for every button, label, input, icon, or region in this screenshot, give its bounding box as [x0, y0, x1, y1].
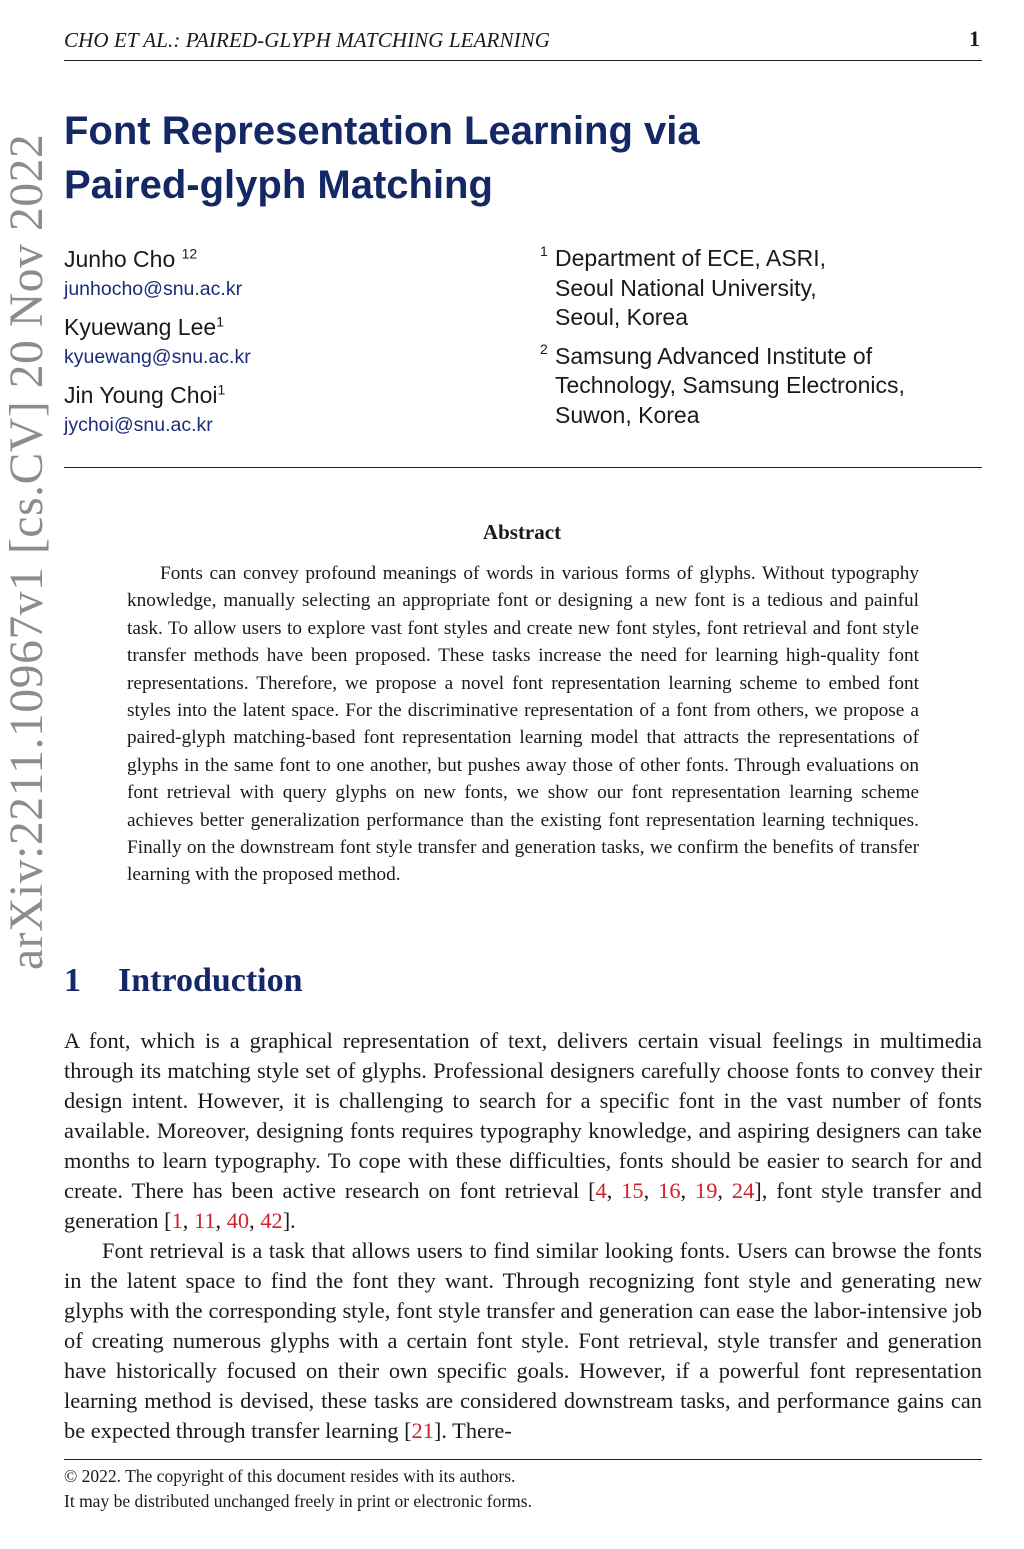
affiliation-line: Suwon, Korea: [555, 401, 700, 428]
footnote-line: © 2022. The copyright of this document resides with its authors.: [64, 1466, 516, 1486]
running-title: CHO ET AL.: PAIRED-GLYPH MATCHING LEARNING: [64, 28, 551, 52]
author-list: [64, 244, 484, 448]
author-email-link[interactable]: jychoi@snu.ac.kr: [64, 414, 213, 436]
affiliation-line: Technology, Samsung Electronics,: [555, 372, 905, 398]
affiliation-line: Seoul National University,: [555, 274, 817, 301]
arxiv-stamp: arXiv:2211.10967v1 [cs.CV] 20 Nov 2022: [1, 133, 53, 970]
citation-link[interactable]: 11: [193, 1208, 216, 1233]
paragraph: Font retrieval is a task that allows users to find similar looking fonts. Users can browse the fonts in the latent space to find the font they want. Through recognizing font style and generating new glyphs with the corresponding style, font style transfer and generation can ease the labor-intensive job of creating numerous glyphs with a certain font style. Font retrieval, style transfer and generation have historically focused on their own specific goals. However, if a powerful font representation learning method is devised, these tasks are considered downstream tasks, and performance gains can be expected through transfer learning [21]. There-: [64, 1238, 982, 1443]
affiliation-list: [540, 244, 980, 439]
section-heading: [64, 962, 303, 1000]
title-line-1: Font Representation Learning via: [64, 109, 700, 153]
citation-link[interactable]: 19: [695, 1178, 718, 1203]
author-name: Kyuewang Lee$^1$: [64, 313, 224, 340]
paper-title: [64, 104, 824, 212]
footnote-line: It may be distributed unchanged freely in print or electronic forms.: [64, 1490, 532, 1511]
citation-link[interactable]: 21: [411, 1418, 434, 1443]
affiliation-number: 2: [540, 340, 548, 357]
page-number: 1: [969, 26, 980, 51]
citation-link[interactable]: 15: [621, 1178, 644, 1203]
citation-link[interactable]: 42: [260, 1208, 283, 1233]
affiliation-line: Department of ECE, ASRI,: [555, 245, 827, 271]
affiliation: [540, 342, 980, 431]
affiliation-number: 1: [540, 243, 548, 259]
footnote-divider: [64, 1459, 982, 1460]
author-email-link[interactable]: kyuewang@snu.ac.kr: [64, 346, 251, 368]
section-title: Introduction: [118, 962, 303, 999]
citation-link[interactable]: 4: [595, 1178, 607, 1203]
author-name: Jin Young Choi$^1$: [64, 381, 226, 408]
citation-link[interactable]: 1: [171, 1208, 183, 1233]
running-header: [64, 26, 982, 61]
title-line-2: Paired-glyph Matching: [64, 163, 493, 207]
citation-link[interactable]: 24: [731, 1178, 755, 1203]
paragraph: A font, which is a graphical representation of text, delivers certain visual feelings in multimedia through its matching style set of glyphs. Professional designers carefully choose fonts to convey their design intent. However, it is challenging to search for a specific font in the vast number of fonts available. Moreover, designing fonts requires typography knowledge, and aspiring designers can take months to learn typography. To cope with these difficulties, fonts should be easier to search for and create. There has been active research on font retrieval [4, 15, 16, 19, 24], font style transfer and generation [1, 11, 40, 42].: [64, 1028, 982, 1233]
section-number: 1: [64, 962, 81, 999]
author-email-link[interactable]: junhocho@snu.ac.kr: [64, 278, 243, 300]
header-divider: [64, 467, 982, 468]
affiliation-line: Seoul, Korea: [555, 304, 688, 330]
copyright-footnote: [64, 1464, 982, 1513]
affiliation: [540, 244, 980, 333]
abstract-heading: Abstract: [482, 520, 562, 544]
affiliation-line: Samsung Advanced Institute of: [555, 342, 873, 369]
abstract-text: Fonts can convey profound meanings of words in various forms of glyphs. Without typography knowledge, manually selecting an appropriate font or designing a new font is a tedious and painful task. To allow users to explore vast font styles and create new font styles, font retrieval and font style transfer methods have been proposed. These tasks increase the need for learning high-quality font representations. Therefore, we propose a novel font representation learning scheme to embed font styles into the latent space. For the discriminative representation of a font from others, we propose a paired-glyph matching-based font representation learning model that attracts the representations of glyphs in the same font to one another, but pushes away those of other fonts. Through evaluations on font retrieval with query glyphs on new fonts, we show our font representation learning scheme achieves better generalization performance than the existing font representation learning techniques. Finally on the downstream font style transfer and generation tasks, we confirm the benefits of transfer learning with the proposed method.: [127, 563, 919, 886]
author-name: Junho Cho $^{12}$: [64, 245, 198, 272]
citation-link[interactable]: 16: [658, 1178, 681, 1203]
citation-link[interactable]: 40: [226, 1208, 250, 1233]
introduction-body: [64, 1026, 982, 1446]
